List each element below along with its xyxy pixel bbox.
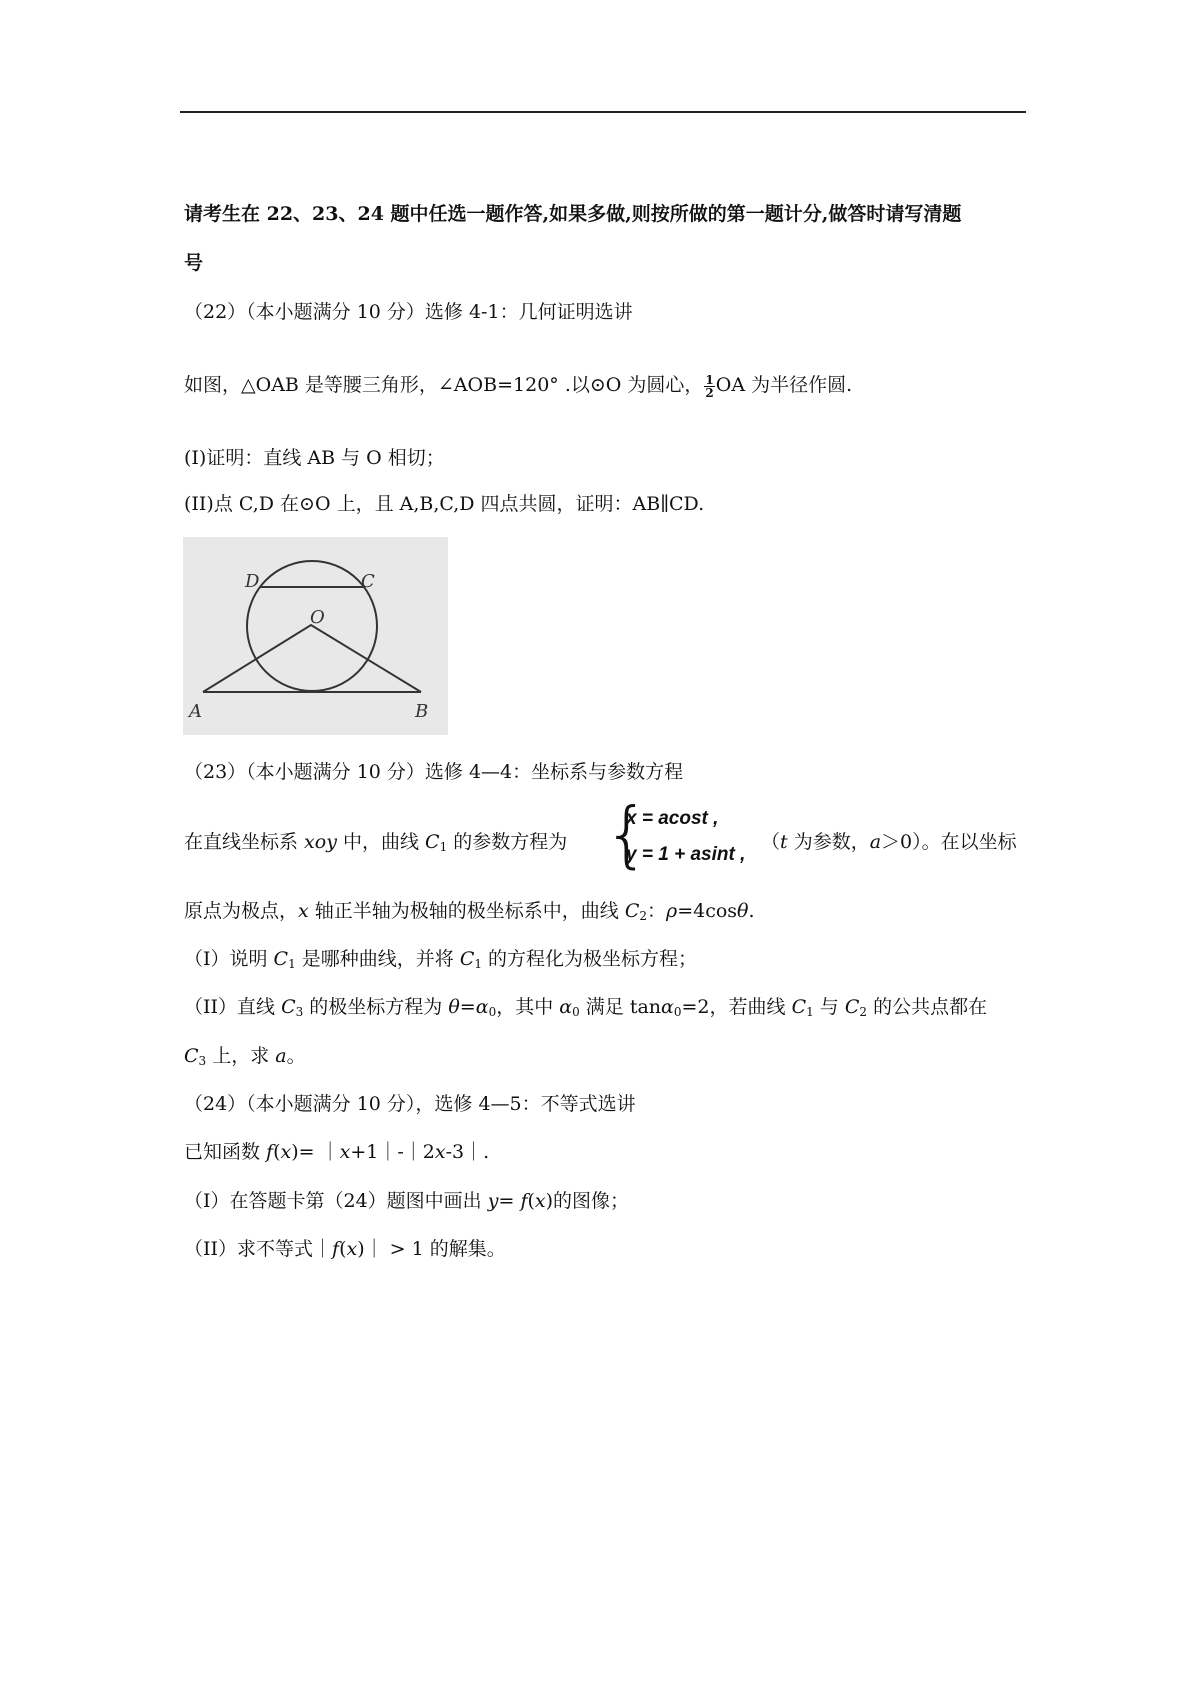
geometry-diagram	[183, 537, 448, 735]
label-o: O	[310, 607, 325, 628]
q23-part1: （I）说明 $C_1$ 是哪种曲线，并将 $C_1$ 的方程化为极坐标方程；	[184, 948, 698, 971]
q23-line1-right: （t 为参数，a＞0）。在以坐标	[761, 831, 1017, 853]
label-a: A	[189, 701, 202, 722]
q22-part1: (I)证明：直线 AB 与 O 相切；	[184, 447, 445, 469]
equation-y: y = 1 + asint ,	[626, 844, 746, 865]
label-d: D	[245, 571, 260, 592]
geometry-figure	[183, 537, 448, 735]
instruction-line-1: 请考生在 22、23、24 题中任选一题作答,如果多做,则按所做的第一题计分,做答时请写清题	[184, 203, 962, 225]
q24-part2: （II）求不等式｜f(x)｜ > 1 的解集。	[184, 1238, 506, 1260]
q24-part1: （I）在答题卡第（24）题图中画出 y= f(x)的图像；	[184, 1190, 630, 1212]
label-b: B	[415, 701, 429, 722]
q23-line1-left: 在直线坐标系 xoy 中，曲线 $C_1$ 的参数方程为	[184, 831, 568, 854]
equation-x: x = acost ,	[626, 808, 719, 829]
q22-part2: (II)点 C,D 在⊙O 上，且 A,B,C,D 四点共圆，证明：AB∥CD.	[184, 493, 705, 515]
q22-stem-text: 如图，△OAB 是等腰三角形，∠AOB=120° .以⊙O 为圆心，	[184, 374, 704, 396]
q23-part2: （II）直线 $C_3$ 的极坐标方程为 $\theta=\alpha_0$，其中 $\alpha_0$ 满足 tanα$_0$=2，若曲线 $C_1$ 与 $C_2$ 的公共点都在	[184, 996, 988, 1019]
q23-part2-cont: $C_3$ 上，求 a。	[184, 1045, 306, 1068]
sides-oa-ob	[203, 625, 421, 692]
fraction-one-half: $\frac{1}{2}$	[705, 372, 714, 400]
q22-header: （22）（本小题满分 10 分）选修 4-1：几何证明选讲	[184, 301, 633, 323]
q24-stem: 已知函数 f(x)= ｜x+1｜-｜2x-3｜.	[184, 1141, 490, 1163]
instruction-line-2: 号	[184, 252, 204, 274]
q22-stem-text-end: OA 为半径作圆.	[715, 374, 853, 396]
left-brace: {	[604, 792, 650, 876]
header-rule	[180, 111, 1026, 113]
q23-line2: 原点为极点，x 轴正半轴为极轴的极坐标系中，曲线 $C_2$：ρ=4cosθ.	[184, 900, 755, 923]
q23-header: （23）（本小题满分 10 分）选修 4—4：坐标系与参数方程	[184, 761, 684, 783]
q22-stem	[184, 371, 852, 399]
parametric-system	[604, 792, 754, 876]
q24-header: （24）（本小题满分 10 分），选修 4—5：不等式选讲	[184, 1093, 636, 1115]
label-c: C	[361, 571, 375, 592]
